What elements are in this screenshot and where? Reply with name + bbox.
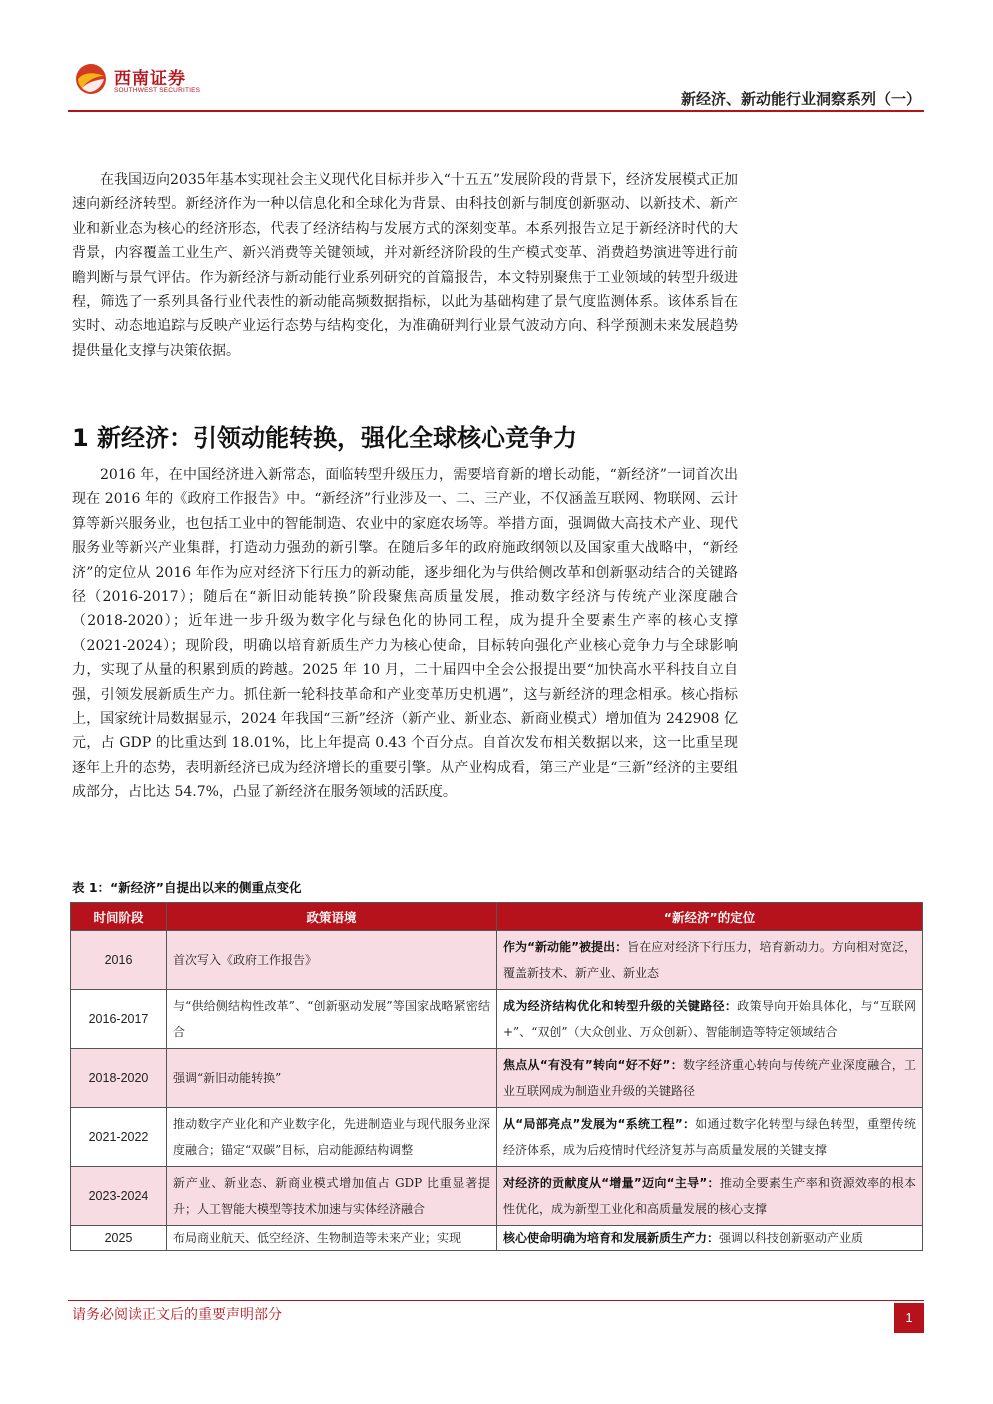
- position-cell: [497, 990, 923, 1049]
- period-cell: 2025: [71, 1226, 167, 1251]
- policy-cell: 推动数字产业化和产业数字化，先进制造业与现代服务业深度融合；锚定“双碳”目标，启动能源结构调整: [167, 1108, 497, 1167]
- position-detail: 旨在应对经济下行压力，培育新动力。方向相对宽泛，覆盖新技术、新产业、新业态: [503, 940, 916, 980]
- southwest-securities-logo-icon: [74, 62, 108, 96]
- position-lead: 作为“新动能”被提出：: [503, 940, 628, 954]
- table-row: [71, 1049, 923, 1108]
- policy-cell: 首次写入《政府工作报告》: [167, 931, 497, 990]
- footer-divider: [68, 1300, 924, 1301]
- series-title: 新经济、新动能行业洞察系列（一）: [680, 90, 921, 108]
- table-header-row: [71, 903, 923, 931]
- table-row: [71, 990, 923, 1049]
- position-detail: 强调以科技创新驱动产业质: [719, 1231, 864, 1245]
- column-header-policy: 政策语境: [167, 903, 497, 931]
- position-detail: 政策导向开始具体化，与“互联网+”、“双创”（大众创业、万众创新）、智能制造等特定领域结合: [503, 999, 916, 1039]
- position-detail: 数字经济重心转向与传统产业深度融合，工业互联网成为制造业升级的关键路径: [503, 1058, 916, 1098]
- brand-name-cn: 西南证券: [114, 69, 186, 89]
- position-cell: [497, 1108, 923, 1167]
- period-cell: 2021-2022: [71, 1108, 167, 1167]
- position-cell: [497, 1226, 923, 1251]
- section-heading: 1 新经济：引领动能转换，强化全球核心竞争力: [72, 424, 578, 452]
- policy-cell: 与“供给侧结构性改革”、“创新驱动发展”等国家战略紧密结合: [167, 990, 497, 1049]
- policy-focus-table: [70, 902, 923, 1251]
- table-row: [71, 1226, 923, 1251]
- policy-cell: 布局商业航天、低空经济、生物制造等未来产业；实现: [167, 1226, 497, 1251]
- table-row: [71, 1108, 923, 1167]
- period-cell: 2018-2020: [71, 1049, 167, 1108]
- table-row: [71, 1167, 923, 1226]
- table-row: [71, 931, 923, 990]
- position-cell: [497, 1167, 923, 1226]
- policy-cell: 强调“新旧动能转换”: [167, 1049, 497, 1108]
- column-header-position: “新经济”的定位: [497, 903, 923, 931]
- header-divider: [68, 110, 924, 112]
- position-lead: 焦点从“有没有”转向“好不好”：: [503, 1058, 683, 1072]
- position-lead: 对经济的贡献度从“增量”迈向“主导”：: [503, 1176, 720, 1190]
- brand-name-en: SOUTHWEST SECURITIES: [114, 87, 201, 94]
- intro-paragraph: 在我国迈向2035年基本实现社会主义现代化目标并步入“十五五”发展阶段的背景下，经济发展模式正加速向新经济转型。新经济作为一种以信息化和全球化为背景、由科技创新与制度创新驱动、以新技术、新产业和新业态为核心的经济形态，代表了经济结构与发展方式的深刻变革。本系列报告立足于新经济时代的大背景，内容覆盖工业生产、新兴消费等关键领域，并对新经济阶段的生产模式变革、消费趋势演进等进行前瞻判断与景气评估。作为新经济与新动能行业系列研究的首篇报告，本文特别聚焦于工业领域的转型升级进程，筛选了一系列具备行业代表性的新动能高频数据指标，以此为基础构建了景气度监测体系。该体系旨在实时、动态地追踪与反映产业运行态势与结构变化，为准确研判行业景气波动方向、科学预测未来发展趋势提供量化支撑与决策依据。: [72, 172, 738, 359]
- period-cell: 2023-2024: [71, 1167, 167, 1226]
- column-header-period: 时间阶段: [71, 903, 167, 931]
- brand-logo: [74, 60, 214, 104]
- table-caption: 表 1：“新经济”自提出以来的侧重点变化: [72, 880, 302, 895]
- position-lead: 从“局部亮点”发展为“系统工程”：: [503, 1117, 696, 1131]
- position-lead: 成为经济结构优化和转型升级的关键路径：: [503, 999, 738, 1013]
- page-number: 1: [894, 1303, 924, 1333]
- policy-cell: 新产业、新业态、新商业模式增加值占 GDP 比重显著提升；人工智能大模型等技术加速与实体经济融合: [167, 1167, 497, 1226]
- section-paragraph: 2016 年，在中国经济进入新常态，面临转型升级压力，需要培育新的增长动能，“新经济”一词首次出现在 2016 年的《政府工作报告》中。“新经济”行业涉及一、二、三产业，不仅涵盖互联网、物联网、云计算等新兴服务业，也包括工业中的智能制造、农业中的家庭农场等。举措方面，强调做大高技术产业、现代服务业等新兴产业集群，打造动力强劲的新引擎。在随后多年的政府施政纲领以及国家重大战略中，“新经济”的定位从 2016 年作为应对经济下行压力的新动能，逐步细化为与供给侧改革和创新驱动结合的关键路径（2016-2017）；随后在“新旧动能转换”阶段聚焦高质量发展，推动数字经济与传统产业深度融合（2018-2020）；近年进一步升级为数字化与绿色化的协同工程，成为提升全要素生产率的核心支撑（2021-2024）；现阶段，明确以培育新质生产力为核心使命，目标转向强化产业核心竞争力与全球影响力，实现了从量的积累到质的跨越。2025 年 10 月，二十届四中全会公报提出要“加快高水平科技自立自强，引领发展新质生产力。抓住新一轮科技革命和产业变革历史机遇”，这与新经济的理念相承。核心指标上，国家统计局数据显示，2024 年我国“三新”经济（新产业、新业态、新商业模式）增加值为 242908 亿元，占 GDP 的比重达到 18.01%，比上年提高 0.43 个百分点。自首次发布相关数据以来，这一比重呈现逐年上升的态势，表明新经济已成为经济增长的重要引擎。从产业构成看，第三产业是“三新”经济的主要组成部分，占比达 54.7%，凸显了新经济在服务领域的活跃度。: [72, 467, 738, 801]
- period-cell: 2016: [71, 931, 167, 990]
- disclaimer-note: 请务必阅读正文后的重要声明部分: [72, 1307, 282, 1323]
- position-detail: 如通过数字化转型与绿色转型，重塑传统经济体系，成为后疫情时代经济复苏与高质量发展的关键支撑: [503, 1117, 916, 1157]
- period-cell: 2016-2017: [71, 990, 167, 1049]
- position-detail: 推动全要素生产率和资源效率的根本性优化，成为新型工业化和高质量发展的核心支撑: [503, 1176, 916, 1216]
- position-cell: [497, 1049, 923, 1108]
- position-lead: 核心使命明确为培育和发展新质生产力：: [503, 1231, 720, 1245]
- position-cell: [497, 931, 923, 990]
